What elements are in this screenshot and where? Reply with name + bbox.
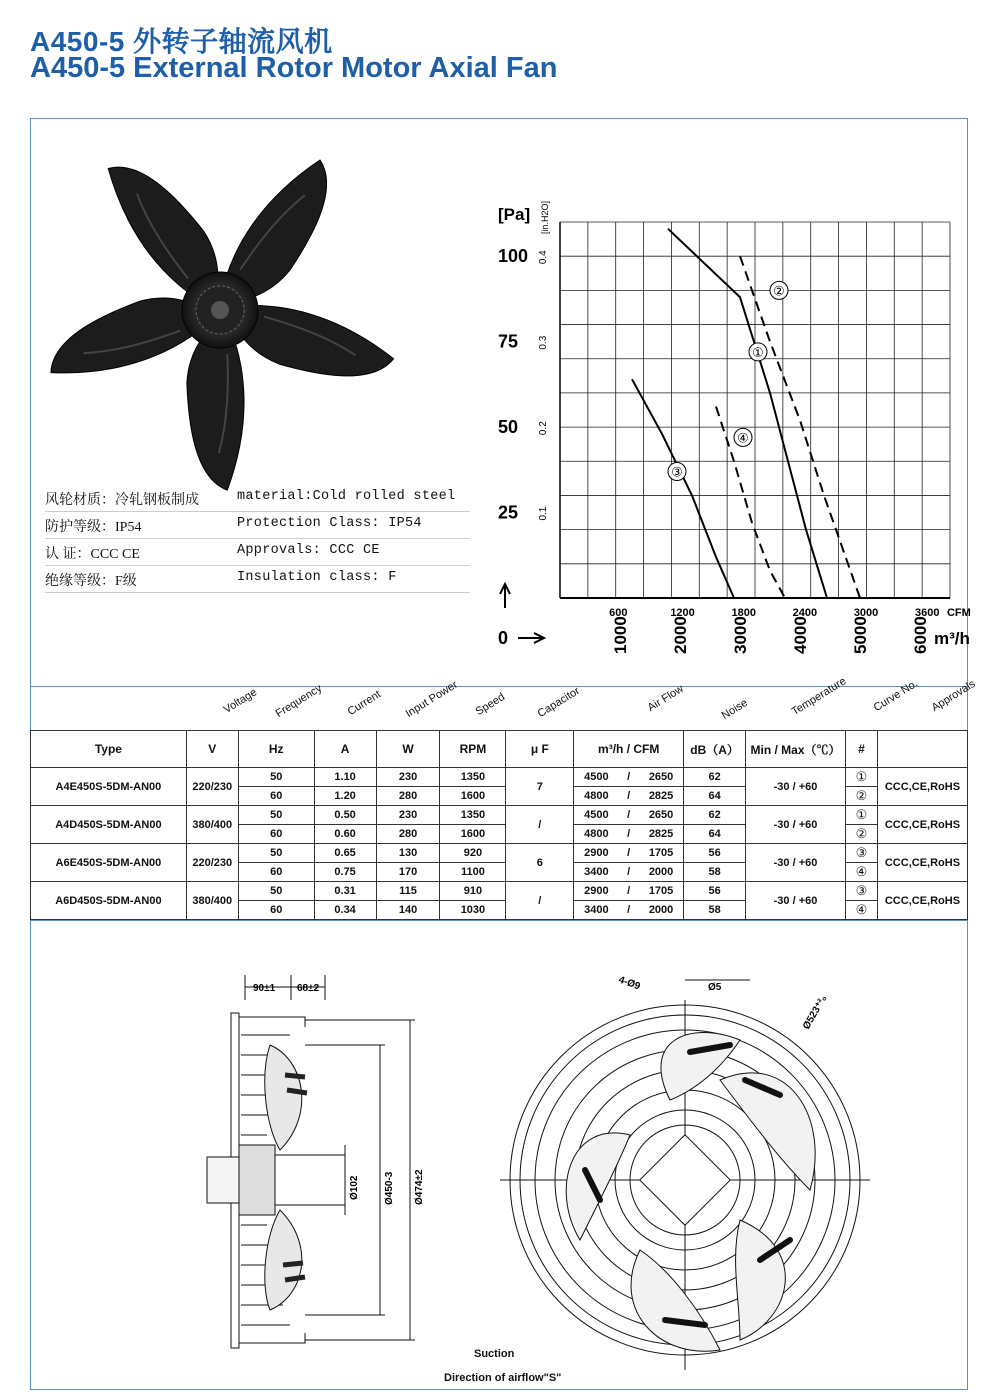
- cell-noise: 64: [684, 825, 746, 844]
- cell-noise: 62: [684, 806, 746, 825]
- cell-power: 230: [376, 768, 440, 787]
- suction-label: Suction: [474, 1348, 515, 1360]
- header-noise: Noise: [719, 696, 750, 722]
- cell-temperature: -30 / +60: [746, 806, 846, 844]
- title-english: A450-5 External Rotor Motor Axial Fan: [30, 52, 558, 84]
- cell-hz: 60: [238, 787, 314, 806]
- spec-label-cn: 风轮材质：冷轧钢板制成: [45, 493, 199, 508]
- cell-hz: 60: [238, 901, 314, 920]
- cell-power: 130: [376, 844, 440, 863]
- performance-chart: [490, 190, 971, 660]
- cell-rpm: 1350: [440, 806, 506, 825]
- x-unit-m3h: m³/h: [934, 629, 970, 648]
- cell-type: A6E450S-5DM-AN00: [31, 844, 187, 882]
- cell-rpm: 910: [440, 882, 506, 901]
- dim-90: 90±1: [253, 983, 276, 994]
- x-tick-m3h: 3000: [731, 616, 750, 654]
- cell-noise: 56: [684, 882, 746, 901]
- x-tick-m3h: 1000: [611, 616, 630, 654]
- x-tick-cfm: 1800: [731, 607, 756, 619]
- cell-curve: ②: [845, 787, 877, 806]
- cell-voltage: 220/230: [186, 844, 238, 882]
- unit-a: A: [314, 731, 376, 768]
- cell-current: 0.75: [314, 863, 376, 882]
- x-tick-m3h: 6000: [911, 616, 930, 654]
- x-tick-cfm: 3000: [853, 607, 879, 619]
- cell-rpm: 920: [440, 844, 506, 863]
- airflow-cfm: 2000: [648, 904, 674, 916]
- cell-hz: 50: [238, 806, 314, 825]
- cell-power: 115: [376, 882, 440, 901]
- cell-temperature: -30 / +60: [746, 844, 846, 882]
- airflow-m3h: 4800: [584, 790, 609, 802]
- airflow-m3h: 3400: [584, 866, 609, 878]
- airflow-cfm: 2825: [648, 790, 674, 802]
- airflow-cfm: 2825: [648, 828, 674, 840]
- y-tick-pa: 50: [498, 417, 519, 438]
- cell-hz: 50: [238, 844, 314, 863]
- spec-label-cn: 绝缘等级：F级: [45, 574, 137, 589]
- header-voltage: Voltage: [221, 686, 260, 716]
- unit-w: W: [376, 731, 440, 768]
- dim-474: Ø474±2: [414, 1169, 425, 1205]
- y-arrow-icon: [500, 584, 510, 608]
- separator-table-bottom: [30, 920, 968, 921]
- y-tick-h2o: 0.1: [538, 506, 549, 521]
- cell-hz: 50: [238, 768, 314, 787]
- airflow-m3h: 2900: [584, 885, 609, 897]
- table-rotated-headers: [30, 675, 978, 730]
- table-row: [31, 768, 968, 787]
- airflow-m3h: 2900: [584, 847, 609, 859]
- y-tick-pa: 75: [498, 331, 519, 352]
- cell-power: 230: [376, 806, 440, 825]
- cell-airflow: 3400 / 2000: [574, 901, 684, 920]
- dim-68: 68±2: [297, 983, 320, 994]
- cell-current: 0.50: [314, 806, 376, 825]
- x-tick-cfm: 3600: [914, 607, 940, 619]
- cell-curve: ④: [845, 901, 877, 920]
- curve-label: ②: [773, 284, 785, 300]
- header-approvals: Approvals: [929, 677, 978, 714]
- cell-airflow: 2900 / 1705: [574, 844, 684, 863]
- cell-approvals: CCC,CE,RoHS: [877, 882, 967, 920]
- cell-current: 0.60: [314, 825, 376, 844]
- dim-523: Ø523⁺²₀: [801, 993, 830, 1032]
- y-tick-h2o: 0.2: [538, 421, 549, 436]
- x-tick-cfm: 1200: [670, 607, 695, 619]
- header-temperature: Temperature: [789, 675, 849, 718]
- cell-curve: ③: [845, 882, 877, 901]
- dim-holes: 4-Ø9: [616, 974, 642, 993]
- unit-approvals: [877, 731, 967, 768]
- curve-label: ①: [752, 345, 764, 361]
- cell-curve: ①: [845, 768, 877, 787]
- cell-power: 140: [376, 901, 440, 920]
- unit-db: dB（A）: [684, 731, 746, 768]
- cell-airflow: 2900 / 1705: [574, 882, 684, 901]
- airflow-m3h: 4500: [584, 771, 609, 783]
- unit-hz: Hz: [238, 731, 314, 768]
- cell-hz: 60: [238, 825, 314, 844]
- airflow-cfm: 2000: [648, 866, 674, 878]
- table-units-row: [31, 731, 968, 768]
- cell-approvals: CCC,CE,RoHS: [877, 768, 967, 806]
- curve-line: [668, 229, 827, 598]
- cell-current: 0.34: [314, 901, 376, 920]
- x-unit-cfm: CFM: [946, 607, 971, 619]
- y-unit-pa: [Pa]: [498, 205, 531, 224]
- cell-capacitor: /: [506, 806, 574, 844]
- cell-current: 0.65: [314, 844, 376, 863]
- fan-impeller-image: [60, 150, 380, 470]
- table-row: [31, 844, 968, 863]
- airflow-label: Direction of airflow"S": [444, 1372, 562, 1384]
- cell-power: 170: [376, 863, 440, 882]
- cell-rpm: 1100: [440, 863, 506, 882]
- cell-noise: 56: [684, 844, 746, 863]
- cell-noise: 64: [684, 787, 746, 806]
- cell-voltage: 380/400: [186, 882, 238, 920]
- spec-row: [45, 484, 470, 512]
- front-view-drawing: [490, 960, 870, 1390]
- cell-curve: ④: [845, 863, 877, 882]
- spec-label-en: material:Cold rolled steel: [237, 489, 456, 504]
- cell-approvals: CCC,CE,RoHS: [877, 806, 967, 844]
- cell-power: 280: [376, 825, 440, 844]
- unit-airflow: m³/h / CFM: [574, 731, 684, 768]
- cell-voltage: 380/400: [186, 806, 238, 844]
- cell-voltage: 220/230: [186, 768, 238, 806]
- cell-airflow: 4500 / 2650: [574, 806, 684, 825]
- cell-current: 0.31: [314, 882, 376, 901]
- unit-uf: μ F: [506, 731, 574, 768]
- x-tick-m3h: 5000: [851, 616, 870, 654]
- y-tick-h2o: 0.3: [538, 335, 549, 350]
- unit-type: Type: [31, 731, 187, 768]
- side-view-drawing: [195, 965, 465, 1395]
- spec-label-en: Insulation class: F: [237, 570, 397, 585]
- table-row: [31, 806, 968, 825]
- cell-temperature: -30 / +60: [746, 882, 846, 920]
- cell-noise: 58: [684, 863, 746, 882]
- spec-row: [45, 511, 470, 539]
- unit-v: V: [186, 731, 238, 768]
- header-air-flow: Air Flow: [645, 682, 686, 714]
- airflow-m3h: 4800: [584, 828, 609, 840]
- spec-label-en: Approvals: CCC CE: [237, 543, 380, 558]
- airflow-m3h: 3400: [584, 904, 609, 916]
- table-row: [31, 882, 968, 901]
- airflow-m3h: 4500: [584, 809, 609, 821]
- y-unit-h2o: [in.H2O]: [540, 200, 550, 234]
- cell-noise: 58: [684, 901, 746, 920]
- spec-row: [45, 538, 470, 566]
- cell-capacitor: 6: [506, 844, 574, 882]
- y-tick-pa: 100: [498, 246, 529, 267]
- cell-hz: 50: [238, 882, 314, 901]
- cell-rpm: 1600: [440, 787, 506, 806]
- spec-row: [45, 565, 470, 593]
- cell-airflow: 4500 / 2650: [574, 768, 684, 787]
- table-body: [31, 768, 968, 920]
- spec-label-en: Protection Class: IP54: [237, 516, 422, 531]
- header-frequency: Frequency: [273, 682, 325, 720]
- title-chinese: A450-5 外转子轴流风机: [30, 26, 333, 57]
- header-current: Current: [345, 688, 384, 718]
- spec-label-cn: 防护等级：IP54: [45, 520, 142, 535]
- dim-102: Ø102: [349, 1175, 360, 1200]
- origin-label: 0: [498, 628, 509, 648]
- x-tick-cfm: 600: [609, 607, 628, 619]
- cell-hz: 60: [238, 863, 314, 882]
- airflow-cfm: 2650: [648, 771, 674, 783]
- curve-label: ④: [737, 431, 749, 447]
- cell-rpm: 1030: [440, 901, 506, 920]
- cell-curve: ①: [845, 806, 877, 825]
- header-capacitor: Capacitor: [535, 684, 582, 720]
- cell-temperature: -30 / +60: [746, 768, 846, 806]
- cell-rpm: 1600: [440, 825, 506, 844]
- cell-capacitor: 7: [506, 768, 574, 806]
- header-input-power: Input Power: [403, 678, 460, 720]
- airflow-cfm: 1705: [648, 847, 674, 859]
- cell-power: 280: [376, 787, 440, 806]
- cell-rpm: 1350: [440, 768, 506, 787]
- unit-rpm: RPM: [440, 731, 506, 768]
- curve-label: ③: [671, 465, 683, 481]
- cell-current: 1.10: [314, 768, 376, 787]
- y-tick-h2o: 0.4: [538, 250, 549, 265]
- unit-curve: #: [845, 731, 877, 768]
- dim-5: Ø5: [708, 982, 722, 993]
- airflow-cfm: 2650: [648, 809, 674, 821]
- cell-approvals: CCC,CE,RoHS: [877, 844, 967, 882]
- cell-current: 1.20: [314, 787, 376, 806]
- airflow-cfm: 1705: [648, 885, 674, 897]
- cell-type: A4D450S-5DM-AN00: [31, 806, 187, 844]
- cell-capacitor: /: [506, 882, 574, 920]
- cell-airflow: 4800 / 2825: [574, 825, 684, 844]
- x-arrow-icon: [518, 633, 544, 643]
- x-tick-m3h: 2000: [671, 616, 690, 654]
- dim-450: Ø450-3: [384, 1171, 395, 1205]
- header-curve-no: Curve No.: [871, 677, 921, 714]
- x-tick-cfm: 2400: [792, 607, 818, 619]
- spec-label-cn: 认 证：CCC CE: [45, 547, 140, 562]
- cell-noise: 62: [684, 768, 746, 787]
- cell-type: A6D450S-5DM-AN00: [31, 882, 187, 920]
- cell-type: A4E450S-5DM-AN00: [31, 768, 187, 806]
- unit-temp: Min / Max（℃）: [746, 731, 846, 768]
- cell-airflow: 3400 / 2000: [574, 863, 684, 882]
- cell-airflow: 4800 / 2825: [574, 787, 684, 806]
- cell-curve: ②: [845, 825, 877, 844]
- spec-table: [30, 730, 968, 920]
- x-tick-m3h: 4000: [791, 616, 810, 654]
- header-speed: Speed: [473, 690, 507, 718]
- y-tick-pa: 25: [498, 502, 519, 523]
- cell-curve: ③: [845, 844, 877, 863]
